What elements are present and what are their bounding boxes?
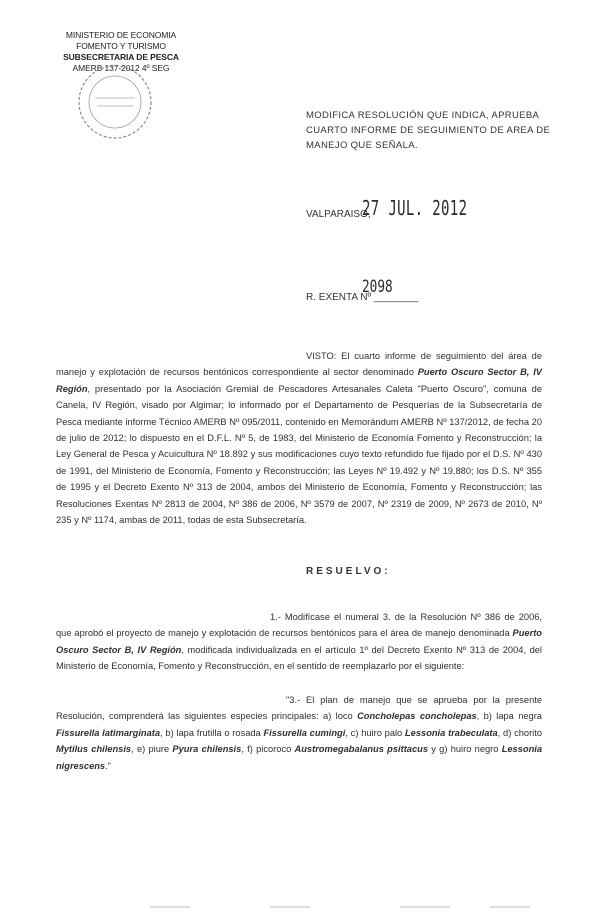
- quoted-numeral-3-paragraph: [56, 692, 542, 774]
- species-5: Mytilus chilensis: [56, 744, 132, 755]
- visto-paragraph: [56, 348, 542, 528]
- document-subject: MODIFICA RESOLUCIÓN QUE INDICA, APRUEBA CUARTO INFORME DE SEGUIMIENTO DE AREA DE MANEJO QUE SEÑALA.: [306, 110, 551, 151]
- quote-text-4: , c) huiro palo: [345, 727, 405, 738]
- bottom-scan-marks: [150, 904, 530, 910]
- letterhead-reference: AMERB 137-2012 4º SEG: [72, 63, 170, 73]
- visto-text-1: VISTO: El cuarto informe de seguimiento del área de manejo y explotación de recursos bentónicos correspondiente al sector denominado: [56, 351, 542, 378]
- resolution-exenta-label: R. EXENTA Nº: [306, 292, 372, 303]
- letterhead-subsecretaria: SUBSECRETARIA DE PESCA: [63, 52, 179, 62]
- letterhead-ministry: MINISTERIO DE ECONOMIA: [65, 30, 177, 40]
- species-8: Lessonia nigrescens: [56, 744, 543, 771]
- seal-stamp-icon: [75, 62, 155, 142]
- species-4: Lessonia trabeculata: [405, 727, 498, 738]
- letterhead-area: FOMENTO Y TURISMO: [76, 41, 166, 51]
- stamped-date: 27 JUL. 2012: [362, 196, 468, 220]
- quote-text-9: .": [105, 760, 111, 771]
- article-1-text-1: 1.- Modifícase el numeral 3. de la Resolución Nº 386 de 2006, que aprobó el proyecto de manejo y explotación de recursos bentónicos para el área de manejo denominada: [56, 612, 542, 639]
- quote-text-3: , b) lapa frutilla o rosada: [160, 727, 264, 738]
- quote-text-7: , f) picoroco: [241, 744, 295, 755]
- quote-text-1: "3.- El plan de manejo que se aprueba por la presente Resolución, comprenderá las siguientes especies principales: a) loco: [56, 695, 542, 722]
- quote-text-5: , d) chorito: [497, 727, 542, 738]
- species-1: Concholepas concholepas: [357, 711, 477, 722]
- resolution-number: 2098: [362, 277, 393, 297]
- resuelvo-heading: RESUELVO:: [306, 566, 391, 577]
- resolution-number-line: ________: [371, 292, 419, 303]
- article-1-paragraph: [56, 609, 542, 675]
- visto-sector: Puerto Oscuro Sector B, IV Región: [56, 367, 542, 394]
- place-label: VALPARAISO,: [306, 209, 371, 220]
- quote-text-8: y g) huiro negro: [428, 744, 502, 755]
- article-1-sector: Puerto Oscuro Sector B, IV Región: [56, 628, 542, 655]
- quote-text-6: , e) piure: [131, 744, 173, 755]
- species-6: Pyura chilensis: [172, 744, 242, 755]
- visto-text-2: , presentado por la Asociación Gremial de Pescadores Artesanales Caleta "Puerto Oscuro", comuna de Canela, IV Región, visado por Algimar; lo informado por el Departamento de Pesquerías de la Subsecretaría de Pesca mediante informe Técnico AMERB Nº 095/2011, contenido en Memorándum AMERB Nº 137/2012, de fecha 20 de julio de 2012; lo dispuesto en el D.F.L. Nº 5, de 1983, del Ministerio de Economía Fomento y Reconstrucción; la Ley General de Pesca y Acuicultura Nº 18.892 y sus modificaciones cuyo texto refundido fue fijado por el D.S. Nº 430 de 1991, del Ministerio de Economía, Fomento y Reconstrucción; las Leyes Nº 19.492 y Nº 19.880; los D.S. Nº 355 de 1995 y el Decreto Exento Nº 313 de 2004, ambos del Ministerio de Economía, Fomento y Reconstrucción; las Resoluciones Exentas Nº 2813 de 2004, Nº 386 de 2006, Nº 3579 de 2007, Nº 2319 de 2009, Nº 2673 de 2010, Nº 235 y Nº 1174, ambas de 2011, todas de esta Subsecretaría.: [56, 383, 542, 526]
- species-7: Austromegabalanus psittacus: [294, 744, 428, 755]
- article-1-text-2: , modificada individualizada en el artículo 1º del Decreto Exento Nº 313 de 2004, del Ministerio de Economía, Fomento y Reconstrucción, en el sentido de reemplazarlo por el siguiente:: [56, 644, 542, 672]
- species-2: Fissurella latimarginata: [56, 727, 161, 738]
- quote-text-2: , b) lapa negra: [476, 711, 542, 722]
- species-3: Fissurella cumingi: [263, 727, 346, 738]
